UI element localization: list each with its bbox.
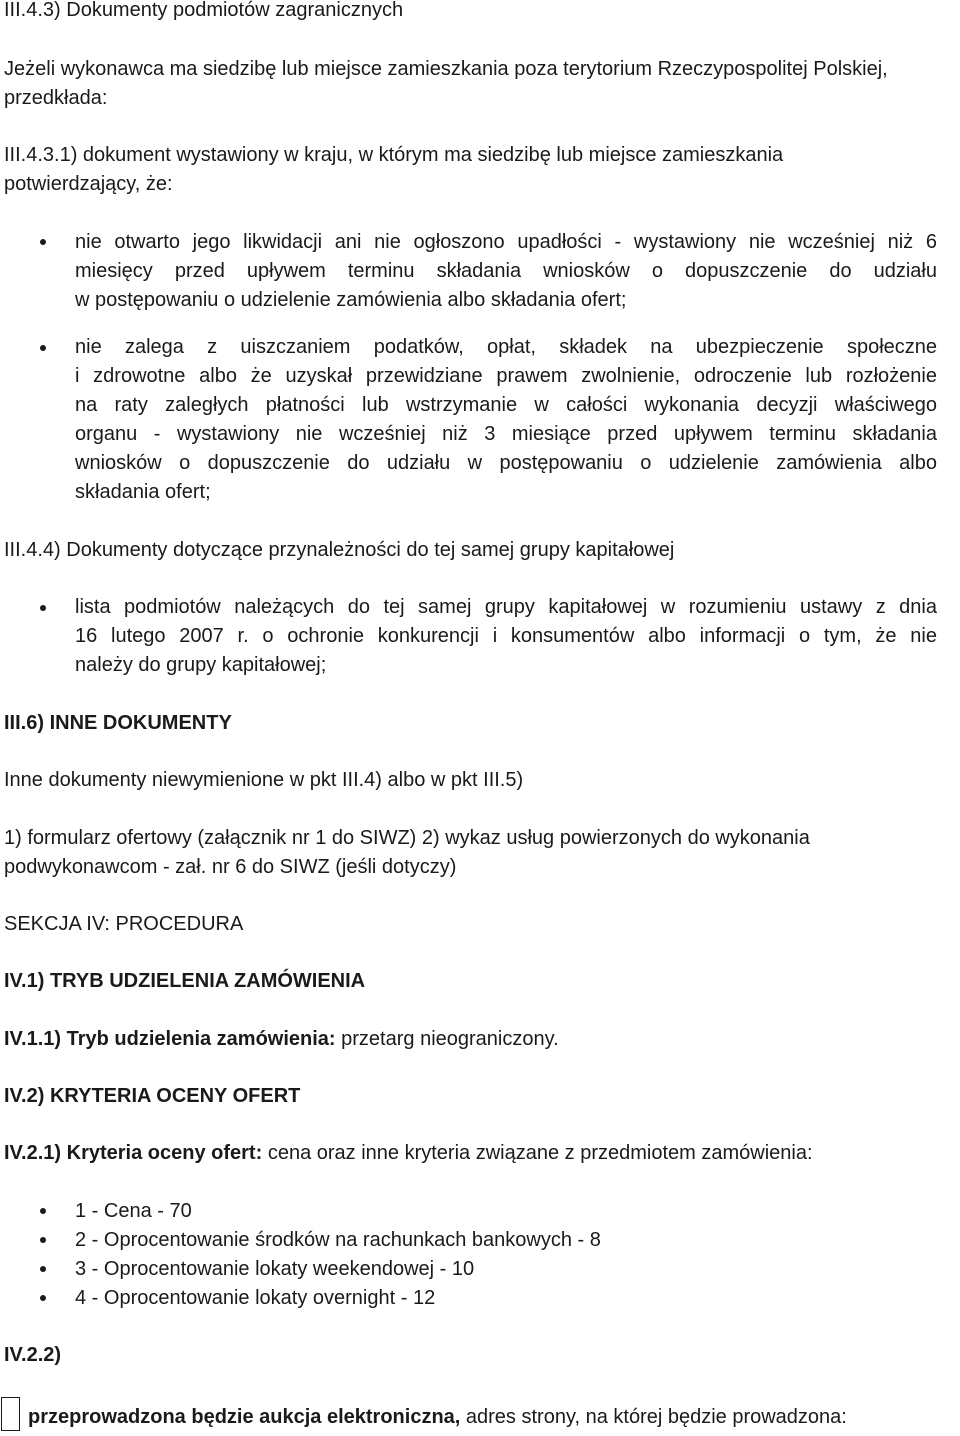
bullet-text-line: organu - wystawiony nie wcześniej niż 3 miesiące przed upływem terminu składania [75, 423, 937, 445]
bullet-icon [40, 1237, 46, 1243]
paragraph-line: 1) formularz ofertowy (załącznik nr 1 do SIWZ) 2) wykaz usług powierzonych do wykonania [4, 827, 810, 849]
field-value: cena oraz inne kryteria związane z przedmiotem zamówienia: [262, 1142, 813, 1164]
bullet-icon [40, 1295, 46, 1301]
criteria-item: 4 - Oprocentowanie lokaty overnight - 12 [75, 1287, 436, 1309]
heading-iv-1: IV.1) TRYB UDZIELENIA ZAMÓWIENIA [4, 970, 366, 992]
field-value: przetarg nieograniczony. [335, 1028, 559, 1050]
criteria-item: 2 - Oprocentowanie środków na rachunkach bankowych - 8 [75, 1229, 601, 1251]
bullet-icon [40, 345, 46, 351]
paragraph-line: III.4.3.1) dokument wystawiony w kraju, w którym ma siedzibę lub miejsce zamieszkania [4, 144, 784, 166]
bullet-text-line: nie otwarto jego likwidacji ani nie ogłoszono upadłości - wystawiony nie wcześniej niż 6 [75, 231, 937, 253]
bullet-text-line: na raty zaległych płatności lub wstrzymanie w całości wykonania decyzji właściwego [75, 394, 937, 416]
auction-row [28, 1403, 847, 1432]
field-label: IV.2.1) Kryteria oceny ofert: [4, 1142, 263, 1164]
section-title: SEKCJA IV: PROCEDURA [4, 913, 244, 935]
paragraph-line: Jeżeli wykonawca ma siedzibę lub miejsce zamieszkania poza terytorium Rzeczypospolitej Polskiej, [4, 58, 888, 80]
bullet-text-line: należy do grupy kapitałowej; [75, 654, 327, 676]
bullet-text-line: 16 lutego 2007 r. o ochronie konkurencji i konsumentów albo informacji o tym, że nie [75, 625, 937, 647]
criteria-item: 3 - Oprocentowanie lokaty weekendowej - 10 [75, 1258, 475, 1280]
heading-iv-2: IV.2) KRYTERIA OCENY OFERT [4, 1085, 301, 1107]
bullet-text-line: i zdrowotne albo że uzyskał przewidziane prawem zwolnienie, odroczenie lub rozłożenie [75, 365, 937, 387]
auction-label: przeprowadzona będzie aukcja elektroniczna, [28, 1406, 461, 1428]
field-row-iv-1-1 [4, 1025, 559, 1054]
paragraph-line: Inne dokumenty niewymienione w pkt III.4) albo w pkt III.5) [4, 769, 524, 791]
section-heading-iii-4-3: III.4.3) Dokumenty podmiotów zagranicznych [4, 0, 404, 21]
field-row-iv-2-1 [4, 1139, 813, 1168]
section-heading-iii-4-4: III.4.4) Dokumenty dotyczące przynależności do tej samej grupy kapitałowej [4, 539, 675, 561]
bullet-text-line: składania ofert; [75, 481, 211, 503]
bullet-text-line: lista podmiotów należących do tej samej grupy kapitałowej w rozumieniu ustawy z dnia [75, 596, 937, 618]
paragraph-line: potwierdzający, że: [4, 173, 173, 195]
paragraph-line: podwykonawcom - zał. nr 6 do SIWZ (jeśli dotyczy) [4, 856, 457, 878]
bullet-icon [40, 605, 46, 611]
bullet-text-line: miesięcy przed upływem terminu składania wniosków o dopuszczenie do udziału [75, 260, 937, 282]
bullet-icon [40, 1208, 46, 1214]
criteria-item: 1 - Cena - 70 [75, 1200, 192, 1222]
heading-iv-2-2: IV.2.2) [4, 1344, 62, 1366]
bullet-text-line: nie zalega z uiszczaniem podatków, opłat, składek na ubezpieczenie społeczne [75, 336, 937, 358]
bullet-icon [40, 239, 46, 245]
bullet-text-line: wniosków o dopuszczenie do udziału w postępowaniu o udzielenie zamówienia albo [75, 452, 937, 474]
auction-value: adres strony, na której będzie prowadzona: [460, 1406, 847, 1428]
section-heading-iii-6: III.6) INNE DOKUMENTY [4, 712, 232, 734]
field-label: IV.1.1) Tryb udzielenia zamówienia: [4, 1028, 336, 1050]
paragraph-line: przedkłada: [4, 87, 108, 109]
auction-checkbox[interactable] [1, 1397, 20, 1431]
bullet-text-line: w postępowaniu o udzielenie zamówienia albo składania ofert; [75, 289, 627, 311]
bullet-icon [40, 1266, 46, 1272]
